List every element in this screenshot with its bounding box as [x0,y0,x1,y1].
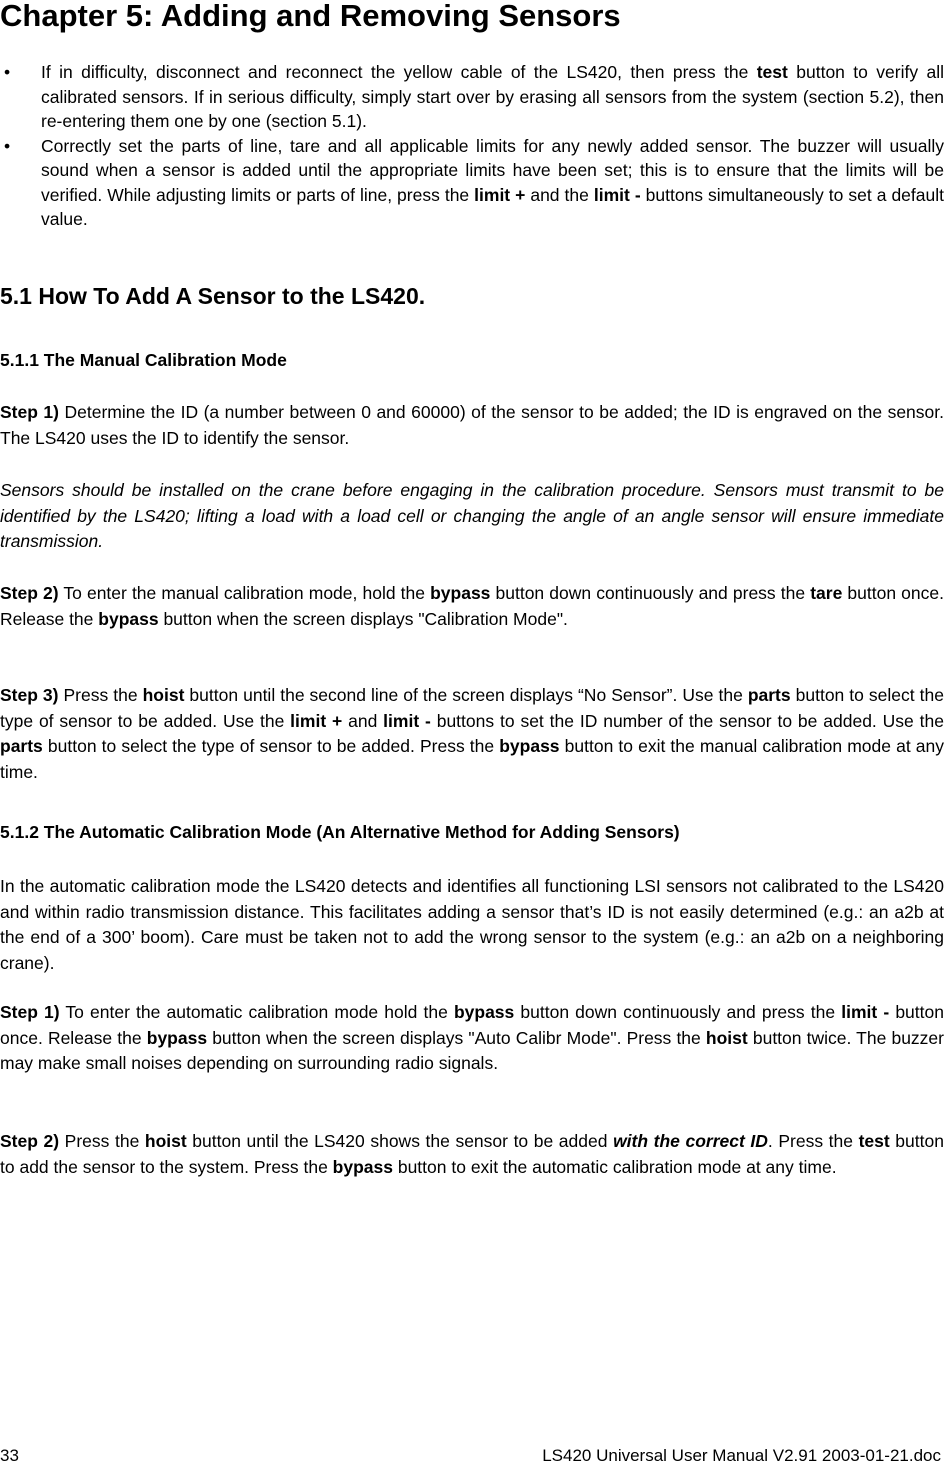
step-label: Step 2) [0,583,59,603]
manual-step-2: Step 2) To enter the manual calibration mode, hold the bypass button down continuously and press the tare button once. Release the bypass button when the screen displays "Calibration Mode". [0,583,944,629]
bullet-icon: • [4,62,11,82]
button-name: test [756,62,788,82]
bullet-icon: • [4,135,11,156]
automatic-step-1: Step 1) To enter the automatic calibration mode hold the bypass button down continuously and press the limit - button once. Release the bypass button when the screen displays "Auto Calibr Mode". Press the hoist button twice. The buzzer may make small noises depending on surrounding radio signals. [0,1002,944,1073]
button-name: limit + [474,184,526,205]
tip-item-limits: • Correctly set the parts of line, tare and all applicable limits for any newly added sensor. The buzzer will usually sound when a sensor is added until the appropriate limits have been set; this is to ensure that the limits will be verified. While adjusting limits or parts of line, press the limit + and the limit - buttons simultaneously to set a default value. [4,135,944,229]
automatic-intro: In the automatic calibration mode the LS420 detects and identifies all functioning LSI sensors not calibrated to the LS420 and within radio transmission distance. This facilitates adding a sensor that’s ID is not easily determined (e.g.: an a2b at the end of a 300’ boom). Care must be taken not to add the wrong sensor to the system (e.g.: an a2b on a neighboring crane). [0,876,944,973]
manual-mode-heading: 5.1.1 The Manual Calibration Mode [0,350,287,370]
step-label: Step 1) [0,402,59,422]
manual-step-3: Step 3) Press the hoist button until the second line of the screen displays “No Sensor”. Use the parts button to select the type of sensor to be added. Use the limit + and limit - buttons to set the ID number of the sensor to be added. Use the parts button to select the type of sensor to be added. Press the bypass button to exit the manual calibration mode at any time. [0,685,944,782]
tips-list [0,60,944,232]
automatic-mode-heading: 5.1.2 The Automatic Calibration Mode (An Alternative Method for Adding Sensors) [0,822,680,842]
document-name: LS420 Universal User Manual V2.91 2003-01-21.doc [542,1446,941,1465]
button-name: limit - [593,184,641,205]
tip-item-reconnect: • If in difficulty, disconnect and reconnect the yellow cable of the LS420, then press the test button to verify all calibrated sensors. If in serious difficulty, simply start over by erasing all sensors from the system (section 5.2), then re-entering them one by one (section 5.1). [4,62,944,131]
step-label: Step 3) [0,685,59,705]
chapter-title: Chapter 5: Adding and Removing Sensors [0,0,621,33]
step-label: Step 1) [0,1002,60,1022]
manual-step-1: Step 1) Determine the ID (a number between 0 and 60000) of the sensor to be added; the ID is engraved on the sensor. The LS420 uses the ID to identify the sensor. [0,402,944,448]
automatic-step-2: Step 2) Press the hoist button until the LS420 shows the sensor to be added with the correct ID. Press the test button to add the sensor to the system. Press the bypass button to exit the automatic calibration mode at any time. [0,1131,944,1177]
page-number: 33 [0,1446,19,1465]
manual-note: Sensors should be installed on the crane before engaging in the calibration procedure. Sensors must transmit to be identified by the LS420; lifting a load with a load cell or changing the angle of an angle sensor will ensure immediate transmission. [0,480,944,551]
step-label: Step 2) [0,1131,60,1151]
section-title: 5.1 How To Add A Sensor to the LS420. [0,283,426,309]
